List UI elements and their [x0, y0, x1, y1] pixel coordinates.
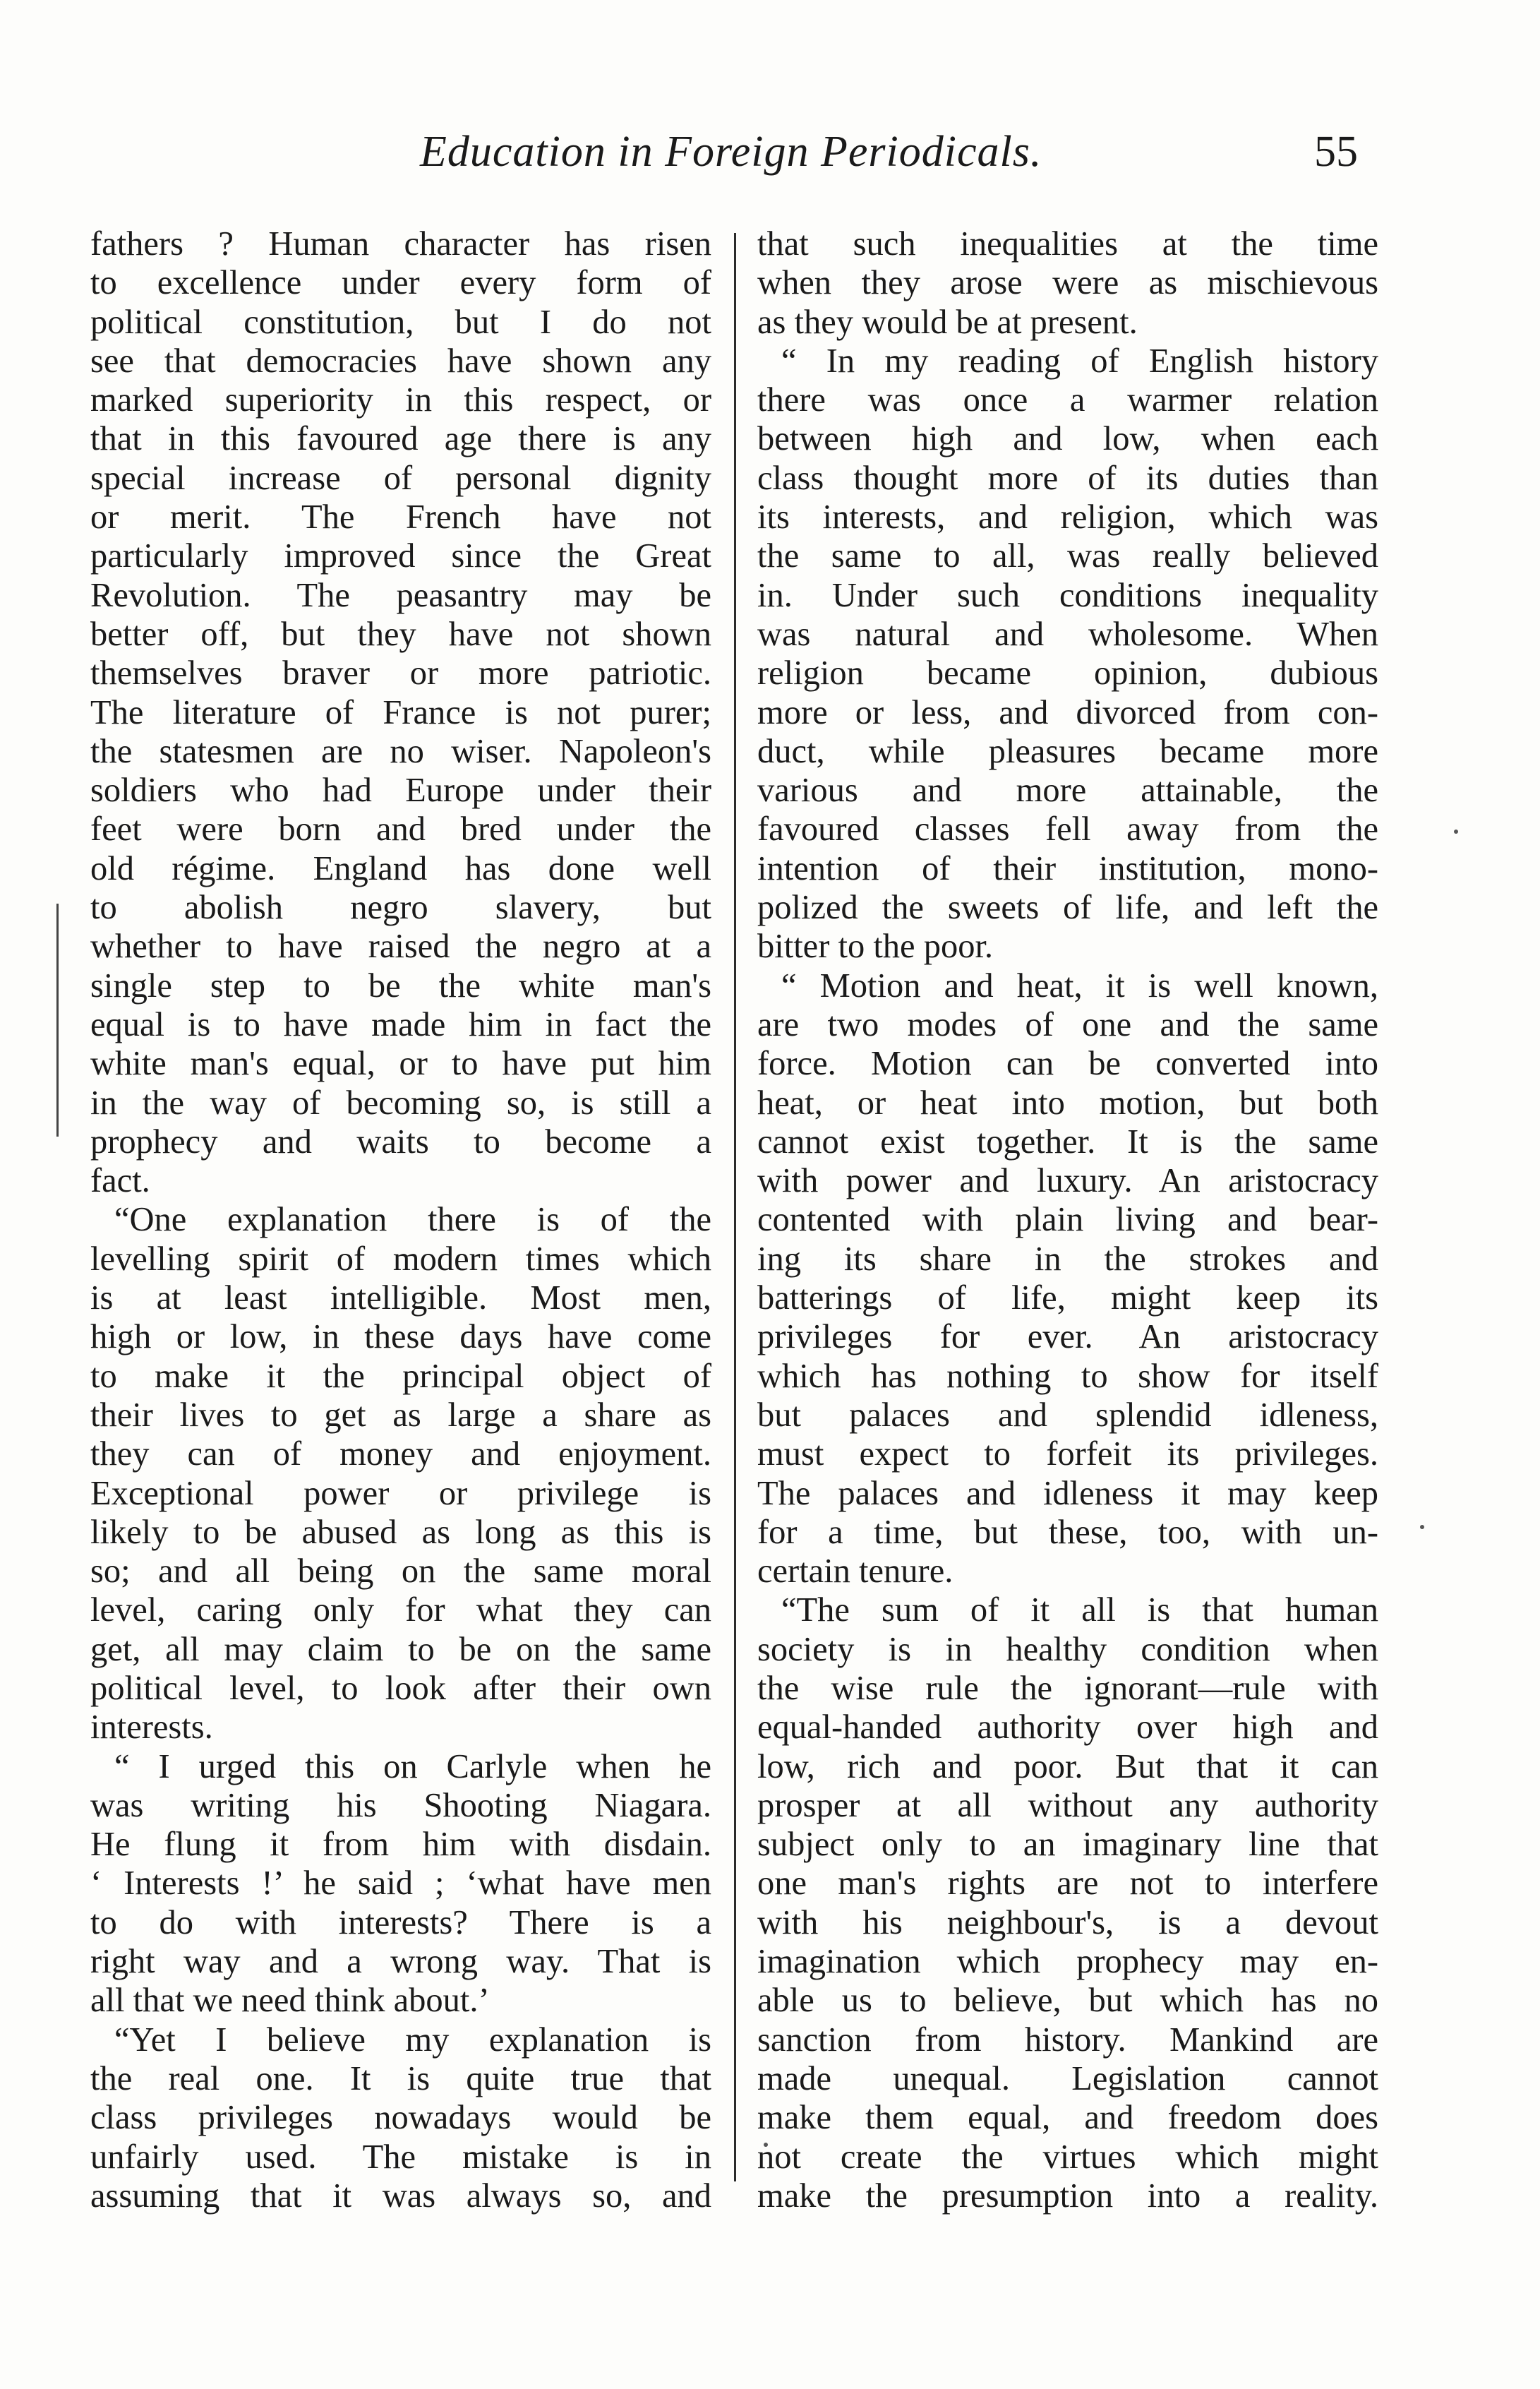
- text-line: low, rich and poor. But that it can: [757, 1747, 1378, 1785]
- text-line: which has nothing to show for itself: [757, 1357, 1378, 1395]
- text-line: was writing his Shooting Niagara.: [90, 1786, 711, 1824]
- text-line: soldiers who had Europe under their: [90, 772, 711, 810]
- text-line: prosper at all without any authority: [757, 1786, 1378, 1824]
- text-line: in the way of becoming so, is still a: [90, 1084, 711, 1122]
- text-line: intention of their institution, mono-: [757, 849, 1378, 887]
- text-line: whether to have raised the negro at a: [90, 928, 711, 966]
- text-line: when they arose were as mischievous: [757, 264, 1378, 302]
- text-line: “Yet I believe my explanation is: [114, 2020, 711, 2059]
- text-line: cannot exist together. It is the same: [757, 1122, 1378, 1161]
- text-line: one man's rights are not to interfere: [757, 1864, 1378, 1903]
- text-line: its interests, and religion, which was: [757, 498, 1378, 537]
- page-number: 55: [1314, 128, 1358, 176]
- text-line: make them equal, and freedom does: [757, 2099, 1378, 2137]
- text-line: particularly improved since the Great: [90, 537, 711, 575]
- text-line: ing its share in the strokes and: [757, 1240, 1378, 1278]
- text-line: polized the sweets of life, and left the: [757, 889, 1378, 927]
- text-line: or merit. The French have not: [90, 498, 711, 537]
- text-line: to abolish negro slavery, but: [90, 889, 711, 927]
- text-line: right way and a wrong way. That is: [90, 1943, 711, 1981]
- text-line: high or low, in these days have come: [90, 1318, 711, 1356]
- text-line: political constitution, but I do not: [90, 303, 711, 341]
- text-line: unfairly used. The mistake is in: [90, 2138, 711, 2176]
- text-line: to excellence under every form of: [90, 264, 711, 302]
- text-line: “ In my reading of English history: [781, 342, 1378, 380]
- text-line: ‘ Interests !’ he said ; ‘what have men: [90, 1864, 711, 1903]
- text-line: levelling spirit of modern times which: [90, 1240, 711, 1278]
- text-line: to make it the principal object of: [90, 1357, 711, 1395]
- text-line: not create the virtues which might: [757, 2138, 1378, 2176]
- text-line: society is in healthy condition when: [757, 1630, 1378, 1668]
- text-line: as they would be at present.: [757, 303, 1138, 341]
- text-line: certain tenure.: [757, 1552, 954, 1591]
- text-line: white man's equal, or to have put him: [90, 1045, 711, 1083]
- text-line: able us to believe, but which has no: [757, 1982, 1378, 2020]
- text-line: special increase of personal dignity: [90, 459, 711, 497]
- running-title: Education in Foreign Periodicals.: [420, 128, 1042, 176]
- text-line: religion became opinion, dubious: [757, 654, 1378, 693]
- text-line: The literature of France is not purer;: [90, 693, 711, 731]
- text-line: that such inequalities at the time: [757, 225, 1378, 263]
- text-line: more or less, and divorced from con-: [757, 693, 1378, 731]
- text-line: better off, but they have not shown: [90, 615, 711, 653]
- text-line: class thought more of its duties than: [757, 459, 1378, 497]
- text-line: The palaces and idleness it may keep: [757, 1474, 1378, 1512]
- text-line: the wise rule the ignorant—rule with: [757, 1669, 1378, 1707]
- text-line: they can of money and enjoyment.: [90, 1435, 711, 1473]
- text-line: bitter to the poor.: [757, 928, 994, 966]
- text-line: made unequal. Legislation cannot: [757, 2059, 1378, 2097]
- text-line: there was once a warmer relation: [757, 381, 1378, 419]
- left-column: [90, 224, 711, 2215]
- text-line: political level, to look after their own: [90, 1669, 711, 1707]
- text-line: He flung it from him with disdain.: [90, 1826, 711, 1864]
- text-line: class privileges nowadays would be: [90, 2099, 711, 2137]
- text-line: duct, while pleasures became more: [757, 732, 1378, 770]
- text-line: prophecy and waits to become a: [90, 1122, 711, 1161]
- ink-speck: [1420, 1525, 1424, 1529]
- text-line: so; and all being on the same moral: [90, 1552, 711, 1591]
- text-line: equal-handed authority over high and: [757, 1708, 1378, 1747]
- text-line: “ I urged this on Carlyle when he: [114, 1747, 711, 1785]
- text-line: batterings of life, might keep its: [757, 1279, 1378, 1317]
- ink-speck: [1454, 830, 1458, 834]
- text-line: Exceptional power or privilege is: [90, 1474, 711, 1512]
- text-line: subject only to an imaginary line that: [757, 1826, 1378, 1864]
- text-line: the same to all, was really believed: [757, 537, 1378, 575]
- text-line: single step to be the white man's: [90, 966, 711, 1005]
- text-line: the real one. It is quite true that: [90, 2059, 711, 2097]
- text-line: are two modes of one and the same: [757, 1005, 1378, 1043]
- text-line: is at least intelligible. Most men,: [90, 1279, 711, 1317]
- column-rule: [734, 233, 736, 2181]
- text-line: between high and low, when each: [757, 420, 1378, 458]
- text-line: must expect to forfeit its privileges.: [757, 1435, 1378, 1473]
- text-line: see that democracies have shown any: [90, 342, 711, 380]
- text-line: the statesmen are no wiser. Napoleon's: [90, 732, 711, 770]
- text-line: heat, or heat into motion, but both: [757, 1084, 1378, 1122]
- text-line: their lives to get as large a share as: [90, 1396, 711, 1434]
- text-line: to do with interests? There is a: [90, 1903, 711, 1941]
- text-line: sanction from history. Mankind are: [757, 2020, 1378, 2059]
- text-line: all that we need think about.’: [90, 1982, 490, 2020]
- text-line: equal is to have made him in fact the: [90, 1005, 711, 1043]
- text-line: for a time, but these, too, with un-: [757, 1513, 1378, 1551]
- text-line: “The sum of it all is that human: [781, 1591, 1378, 1629]
- text-line: imagination which prophecy may en-: [757, 1943, 1378, 1981]
- text-line: feet were born and bred under the: [90, 810, 711, 849]
- text-line: old régime. England has done well: [90, 849, 711, 887]
- text-line: but palaces and splendid idleness,: [757, 1396, 1378, 1434]
- text-line: in. Under such conditions inequality: [757, 576, 1378, 614]
- text-line: that in this favoured age there is any: [90, 420, 711, 458]
- text-line: with his neighbour's, is a devout: [757, 1903, 1378, 1941]
- text-line: get, all may claim to be on the same: [90, 1630, 711, 1668]
- text-line: make the presumption into a reality.: [757, 2177, 1378, 2215]
- text-line: level, caring only for what they can: [90, 1591, 711, 1629]
- running-header: [0, 127, 1540, 191]
- text-line: various and more attainable, the: [757, 772, 1378, 810]
- text-line: contented with plain living and bear-: [757, 1201, 1378, 1239]
- text-line: themselves braver or more patriotic.: [90, 654, 711, 693]
- text-line: assuming that it was always so, and: [90, 2177, 711, 2215]
- text-line: was natural and wholesome. When: [757, 615, 1378, 653]
- text-line: force. Motion can be converted into: [757, 1045, 1378, 1083]
- text-line: interests.: [90, 1708, 213, 1747]
- text-line: “ Motion and heat, it is well known,: [781, 966, 1378, 1005]
- right-column: [757, 224, 1378, 2215]
- text-line: fathers ? Human character has risen: [90, 225, 711, 263]
- text-line: with power and luxury. An aristocracy: [757, 1162, 1378, 1200]
- text-line: marked superiority in this respect, or: [90, 381, 711, 419]
- margin-mark: [56, 904, 59, 1137]
- text-line: privileges for ever. An aristocracy: [757, 1318, 1378, 1356]
- text-line: “One explanation there is of the: [114, 1201, 711, 1239]
- text-line: Revolution. The peasantry may be: [90, 576, 711, 614]
- text-line: fact.: [90, 1162, 150, 1200]
- text-line: likely to be abused as long as this is: [90, 1513, 711, 1551]
- text-line: favoured classes fell away from the: [757, 810, 1378, 849]
